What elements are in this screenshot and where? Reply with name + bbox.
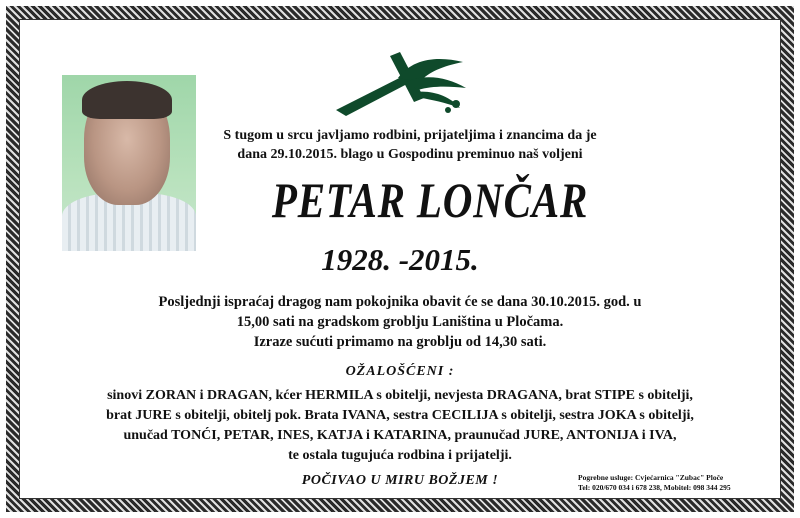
deceased-name: PETAR LONČAR xyxy=(271,172,589,228)
mourners-line: unučad TONĆI, PETAR, INES, KATJA i KATARINA, praunučad JURE, ANTONIJA i IVA, xyxy=(123,428,677,443)
services-line: Pogrebne usluge: Cvjećarnica "Zubac" Ploče xyxy=(578,473,724,482)
intro-line: S tugom u srcu javljamo rodbini, prijateljima i znancima da je xyxy=(223,128,597,143)
funeral-services-info xyxy=(578,473,778,493)
mourners-heading: OŽALOŠĆENI : xyxy=(345,364,455,379)
funeral-details xyxy=(90,292,710,352)
funeral-line: Izraze sućuti primamo na groblju od 14,30 sati. xyxy=(253,334,547,350)
mourners-line: brat JURE s obitelji, obitelj pok. Brata IVANA, sestra CECILIJA s obitelji, sestra JOKA s obitelji, xyxy=(106,408,694,423)
funeral-line: Posljednji ispraćaj dragog nam pokojnika obavit će se dana 30.10.2015. god. u xyxy=(158,294,642,310)
intro-line: dana 29.10.2015. blago u Gospodinu preminuo naš voljeni xyxy=(237,147,583,162)
mourners-line: te ostala tugujuća rodbina i prijatelji. xyxy=(288,448,512,463)
funeral-line: 15,00 sati na gradskom groblju Laniština u Pločama. xyxy=(236,314,564,330)
rest-in-peace: POČIVAO U MIRU BOŽJEM ! xyxy=(301,473,499,488)
intro-text xyxy=(200,126,620,164)
life-years: 1928. -2015. xyxy=(321,242,479,277)
mourners-list xyxy=(40,386,760,466)
mourners-line: sinovi ZORAN i DRAGAN, kćer HERMILA s obitelji, nevjesta DRAGANA, brat STIPE s obitelji, xyxy=(107,388,693,403)
photo-hair xyxy=(82,81,172,119)
deceased-photo xyxy=(62,75,196,251)
cross-with-palm-icon xyxy=(328,48,473,118)
services-line: Tel: 020/670 034 i 678 238, Mobitel: 098 344 295 xyxy=(578,483,731,492)
